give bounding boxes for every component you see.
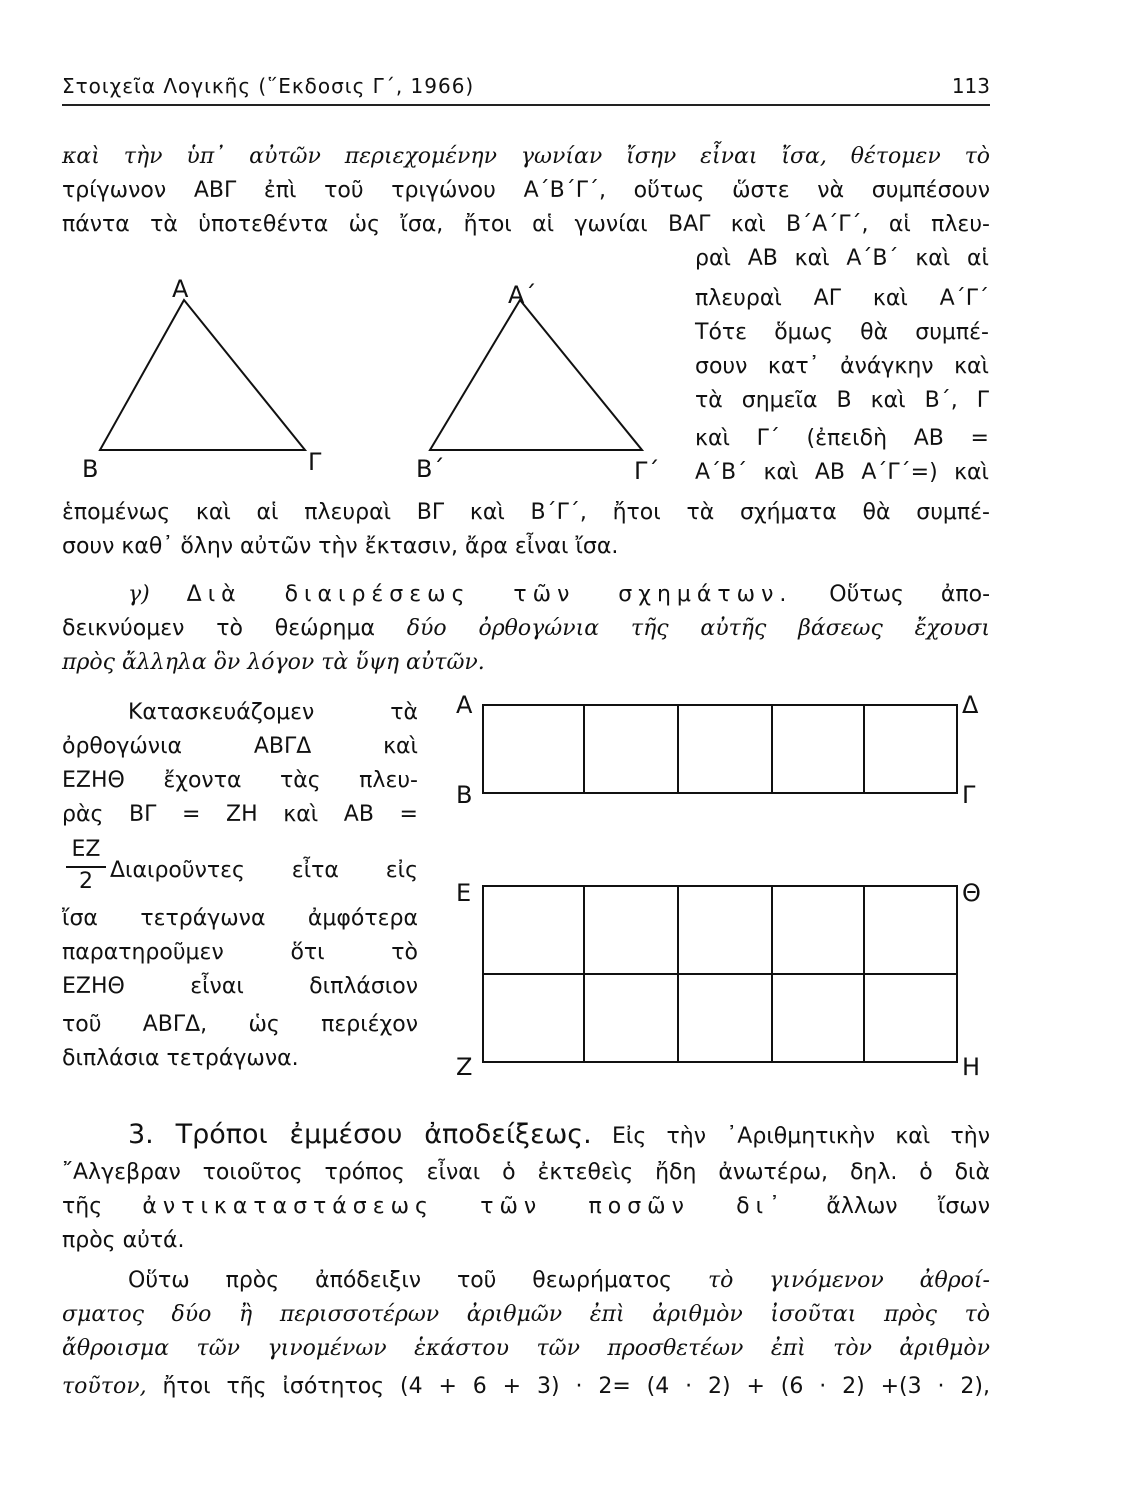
text-line: πάντα τὰ ὑποτεθέντα ὡς ἴσα, ἤτοι αἱ γωνίαι ΒΑΓ καὶ Β΄Α΄Γ΄, αἱ πλευ- xyxy=(62,212,990,237)
label-a-prime: Α΄ xyxy=(508,281,537,309)
text-line: ρὰς ΒΓ = ΖΗ καὶ ΑΒ = xyxy=(62,802,418,827)
equation-text: ἤτοι τῆς ἰσότητος (4 + 6 + 3) · 2= (4 · 2) + (6 · 2) +(3 · 2), xyxy=(162,1374,990,1399)
text-line: ΕΖΗΘ ἔχοντα τὰς πλευ- xyxy=(62,768,418,793)
text-line: Διαιροῦντες εἶτα εἰς xyxy=(110,858,418,883)
text-line: τὰ σημεῖα Β καὶ Β΄, Γ xyxy=(695,388,989,413)
text-line: παρατηροῦμεν ὅτι τὸ xyxy=(62,940,418,965)
section-g-rest: Οὕτως ἀπο- xyxy=(829,582,991,607)
section-g-line2 xyxy=(62,614,990,644)
rect-label-e: Ε xyxy=(456,879,472,907)
theorem-italic-line: ἄθροισμα τῶν γινομένων ἑκάστου τῶν προσθετέων ἐπὶ τὸν ἀριθμὸν xyxy=(62,1336,990,1361)
text-line: ραὶ ΑΒ καὶ Α΄Β΄ καὶ αἱ xyxy=(695,246,989,271)
para-last-line1 xyxy=(128,1266,990,1296)
text-line: καὶ Γ΄ (ἐπειδὴ ΑΒ = xyxy=(695,426,989,451)
text-line: Κατασκευάζομεν τὰ xyxy=(128,700,418,725)
text-line: Α΄Β΄ καὶ ΑΒ Α΄Γ΄=) καὶ xyxy=(695,460,989,485)
section-g-line1 xyxy=(128,580,990,610)
theorem-italic: δύο ὀρθογώνια τῆς αὐτῆς βάσεως ἔχουσι xyxy=(406,616,990,641)
section3-line1 xyxy=(128,1120,990,1152)
fraction-ez-over-2 xyxy=(66,836,106,896)
text-span: Εἰς τὴν ᾿Αριθμητικὴν καὶ τὴν xyxy=(612,1124,990,1149)
text-line: διπλάσια τετράγωνα. xyxy=(62,1046,299,1071)
text-line: πλευραὶ ΑΓ καὶ Α΄Γ΄ xyxy=(695,286,989,311)
text-line: σουν κατ᾿ ἀνάγκην καὶ xyxy=(695,354,989,379)
text-line: ὀρθογώνια ΑΒΓΔ καὶ xyxy=(62,734,418,759)
text-span: ἄλλων ἴσων xyxy=(826,1194,990,1219)
text-line: ἑπομένως καὶ αἱ πλευραὶ ΒΓ καὶ Β΄Γ΄, ἤτοι τὰ σχήματα θὰ συμπέ- xyxy=(62,500,990,525)
text-line: ΕΖΗΘ εἶναι διπλάσιον xyxy=(62,974,418,999)
text-line: ῎Αλγεβραν τοιοῦτος τρόπος εἶναι ὁ ἐκτεθεὶς ἤδη ἀνωτέρω, δηλ. ὁ διὰ xyxy=(62,1160,990,1185)
text-line: τρίγωνον ΑΒΓ ἐπὶ τοῦ τριγώνου Α΄Β΄Γ΄, οὕτως ὥστε νὰ συμπέσουν xyxy=(62,178,990,203)
fraction-numerator: ΕΖ xyxy=(71,837,101,862)
section3-line3 xyxy=(62,1192,990,1222)
rect-label-z: Ζ xyxy=(456,1053,473,1081)
triangles-figure xyxy=(60,270,700,490)
theorem-italic-line: σματος δύο ἢ περισσοτέρων ἀριθμῶν ἐπὶ ἀριθμὸν ἰσοῦται πρὸς τὸ xyxy=(62,1302,990,1327)
rectangle-abgd xyxy=(483,705,957,793)
rect-label-th: Θ xyxy=(962,879,981,907)
theorem-italic: τοῦτον, xyxy=(62,1374,147,1399)
theorem-italic: τὸ γινόμενον ἀθροί- xyxy=(707,1268,990,1293)
text-span: Οὕτω πρὸς ἀπόδειξιν τοῦ θεωρήματος xyxy=(128,1268,673,1293)
rect-label-h: Η xyxy=(962,1053,981,1081)
rect-label-b: Β xyxy=(456,781,473,809)
triangle-abg-prime xyxy=(430,300,642,450)
section3-heading: 3. Τρόποι ἐμμέσου ἀποδείξεως. xyxy=(128,1119,592,1150)
section-g-title: Διὰ διαιρέσεως τῶν σχημάτων. xyxy=(186,582,793,607)
fraction-bar xyxy=(66,866,106,868)
triangle-abg xyxy=(100,300,305,450)
page-number: 113 xyxy=(951,74,990,98)
fraction-denominator: 2 xyxy=(79,869,93,894)
rect-label-g: Γ xyxy=(962,781,976,809)
text-line: σουν καθ᾿ ὅλην αὐτῶν τὴν ἔκτασιν, ἄρα εἶναι ἴσα. xyxy=(62,534,619,559)
para-last-line4 xyxy=(62,1372,990,1402)
text-line: Τότε ὅμως θὰ συμπέ- xyxy=(695,320,989,345)
text-line: πρὸς αὐτά. xyxy=(62,1228,185,1253)
label-b: Β xyxy=(82,455,99,483)
rect-label-a: Α xyxy=(456,691,473,719)
label-g-prime: Γ΄ xyxy=(634,457,660,485)
spaced-text: ἀντικαταστάσεως τῶν ποσῶν δι᾿ xyxy=(142,1194,787,1219)
text-line: τοῦ ΑΒΓΔ, ὡς περιέχον xyxy=(62,1012,418,1037)
text-line: καὶ τὴν ὑπ᾿ αὐτῶν περιεχομένην γωνίαν ἴσην εἶναι ἴσα, θέτομεν τὸ xyxy=(62,144,990,169)
text-span: τῆς xyxy=(62,1194,103,1219)
label-b-prime: Β΄ xyxy=(416,455,445,483)
rectangles-figure xyxy=(480,700,960,1080)
label-g: Γ xyxy=(308,448,322,476)
section-g-label: γ) xyxy=(128,582,150,607)
theorem-italic-line: πρὸς ἄλληλα ὃν λόγον τὰ ὕψη αὐτῶν. xyxy=(62,650,485,675)
text-line: ἴσα τετράγωνα ἀμφότερα xyxy=(62,906,418,931)
rect-label-d: Δ xyxy=(962,691,979,719)
label-a: Α xyxy=(172,275,189,303)
running-header xyxy=(62,74,990,106)
header-title: Στοιχεῖα Λογικῆς (῞Εκδοσις Γ΄, 1966) xyxy=(62,74,475,98)
text-span: δεικνύομεν τὸ θεώρημα xyxy=(62,616,375,641)
